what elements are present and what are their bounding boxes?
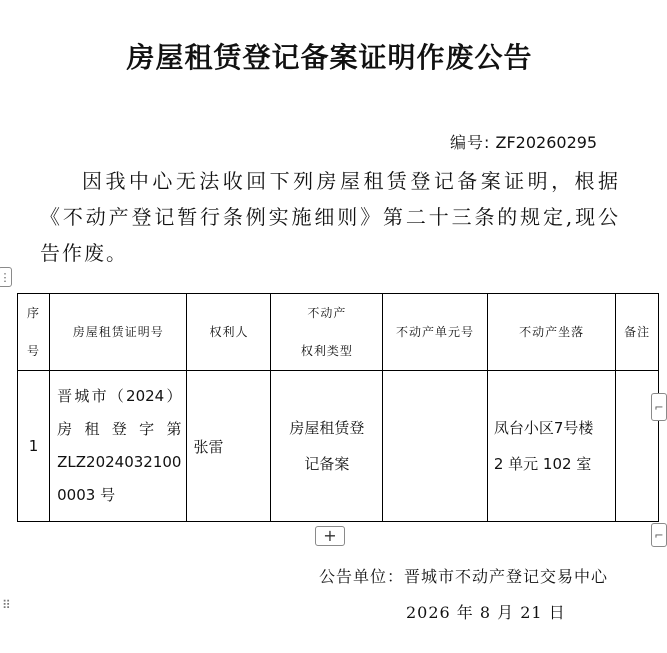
header-holder: 权利人 [187, 294, 271, 371]
row-resize-handle-icon[interactable]: ⌐ [651, 393, 667, 421]
table-row [18, 371, 659, 522]
cert-no-line: 房 租 登 字 第 [57, 420, 182, 438]
page-title: 房屋租赁登记备案证明作废公告 [126, 41, 533, 74]
announcement-paragraph: 因我中心无法收回下列房屋租赁登记备案证明，根据《不动产登记暂行条例实施细则》第二十三条的规定,现公告作废。 [40, 169, 620, 265]
header-remark: 备注 [616, 294, 659, 371]
header-right-type-line2: 权利类型 [300, 344, 353, 358]
cell-right-type[interactable] [271, 371, 383, 522]
issuing-unit: 公告单位：晋城市不动产登记交易中心 [319, 567, 609, 586]
header-right-type [271, 294, 383, 371]
add-row-plus-icon[interactable]: + [315, 526, 345, 546]
header-unit-no: 不动产单元号 [383, 294, 488, 371]
cell-unit-no[interactable] [383, 371, 488, 522]
cell-cert-no[interactable] [50, 371, 187, 522]
issue-date: 2026 年 8 月 21 日 [406, 603, 566, 622]
column-resize-handle-icon[interactable]: ⌐ [651, 523, 667, 547]
location-line: 2 单元 102 室 [493, 455, 592, 473]
table-header-row [18, 294, 659, 371]
drag-grip-icon[interactable]: ⠿ [2, 598, 12, 612]
header-seq-line2: 号 [27, 344, 41, 358]
header-location: 不动产坐落 [487, 294, 616, 371]
table-handle-icon[interactable]: ⋮ [0, 267, 12, 287]
document-number [450, 130, 597, 153]
cert-no-line: ZLZ2024032100 [57, 453, 182, 471]
location-line: 凤台小区7号楼 [493, 419, 594, 437]
cert-no-line: 晋城市（2024） [57, 387, 182, 405]
header-cert-no: 房屋租赁证明号 [50, 294, 187, 371]
right-type-line: 房屋租赁登 [289, 419, 365, 437]
revocation-table [17, 293, 659, 522]
header-seq [18, 294, 50, 371]
header-seq-line1: 序 [27, 306, 41, 320]
cell-location[interactable] [487, 371, 616, 522]
header-right-type-line1: 不动产 [307, 306, 347, 320]
right-type-line: 记备案 [304, 455, 350, 473]
document-number-label: 编号: [450, 133, 491, 152]
cell-holder[interactable]: 张雷 [187, 371, 271, 522]
cert-no-line: 0003 号 [57, 486, 116, 504]
cell-seq[interactable]: 1 [18, 371, 50, 522]
document-number-value: ZF20260295 [495, 133, 598, 152]
